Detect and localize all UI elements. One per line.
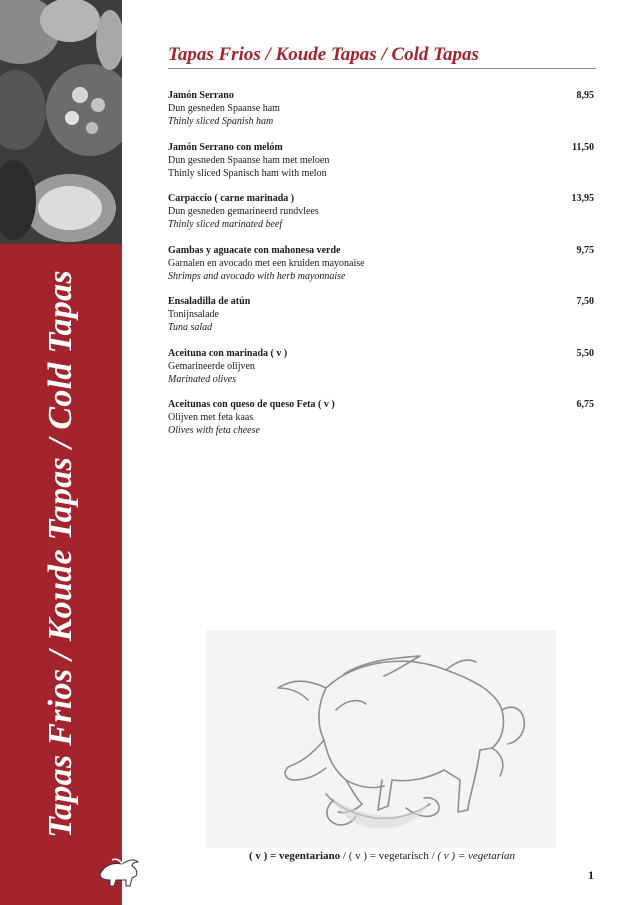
item-name: Jamón Serrano con melóm [168, 141, 283, 153]
menu-item [168, 141, 596, 193]
sidebar-title-area [0, 244, 122, 864]
menu-item [168, 347, 596, 399]
item-english: Olives with feta cheese [168, 425, 260, 436]
item-dutch: Gemarineerde olijven [168, 360, 255, 372]
menu-item [168, 89, 596, 141]
item-english: Thinly sliced Spanisch ham with melon [168, 167, 327, 179]
section-heading [168, 44, 596, 69]
item-dutch: Dun gesneden Spaanse ham met meloen [168, 154, 330, 166]
item-price: 5,50 [576, 347, 594, 359]
item-english: Tuna salad [168, 322, 213, 333]
legend-separator: / [428, 850, 438, 862]
bull-illustration-icon [206, 630, 556, 848]
item-price: 11,50 [572, 141, 594, 153]
item-price: 7,50 [576, 296, 594, 307]
item-english: Thinly sliced marinated beef [168, 219, 283, 230]
item-price: 9,75 [576, 244, 594, 256]
item-price: 8,95 [576, 90, 594, 101]
item-dutch: Dun gesneden Spaanse ham [168, 103, 280, 114]
tapas-photo [0, 0, 122, 244]
item-name: Aceituna con marinada ( v ) [168, 347, 288, 359]
legend-english: ( v ) = vegetarian [437, 850, 516, 862]
sidebar [0, 0, 122, 905]
page-number: 1 [588, 868, 594, 882]
legend-dutch: ( v ) = vegetarisch [348, 850, 429, 862]
item-english: Thinly sliced Spanish ham [168, 116, 274, 127]
menu-item [168, 192, 596, 244]
item-name: Gambas y aguacate con mahonesa verde [168, 244, 341, 256]
legend-spanish: ( v ) = vegentariano [248, 850, 341, 862]
item-english: Shrimps and avocado with herb mayonnaise [168, 270, 346, 282]
item-name: Jamón Serrano [168, 90, 234, 101]
item-dutch: Tonijnsalade [168, 309, 219, 320]
legend-separator: / [340, 850, 349, 862]
menu-item [168, 244, 596, 296]
item-price: 6,75 [576, 399, 594, 410]
menu-list [168, 89, 596, 450]
section-title: Tapas Frios / Koude Tapas / Cold Tapas [168, 44, 479, 65]
item-dutch: Dun gesneden gemarineerd rundvlees [168, 206, 319, 217]
sidebar-title: Tapas Frios / Koude Tapas / Cold Tapas [42, 270, 79, 838]
item-name: Ensaladilla de atún [168, 296, 251, 307]
menu-item [168, 398, 596, 450]
bull-logo-icon [94, 852, 144, 890]
vegetarian-legend [168, 850, 596, 862]
item-name: Carpaccio ( carne marinada ) [168, 193, 295, 204]
item-english: Marinated olives [168, 373, 237, 385]
item-price: 13,95 [571, 193, 594, 204]
item-dutch: Garnalen en avocado met een kruiden mayonaise [168, 257, 365, 269]
menu-item [168, 295, 596, 347]
item-name: Aceitunas con queso de queso Feta ( v ) [168, 399, 335, 410]
item-dutch: Olijven met feta kaas [168, 412, 254, 423]
